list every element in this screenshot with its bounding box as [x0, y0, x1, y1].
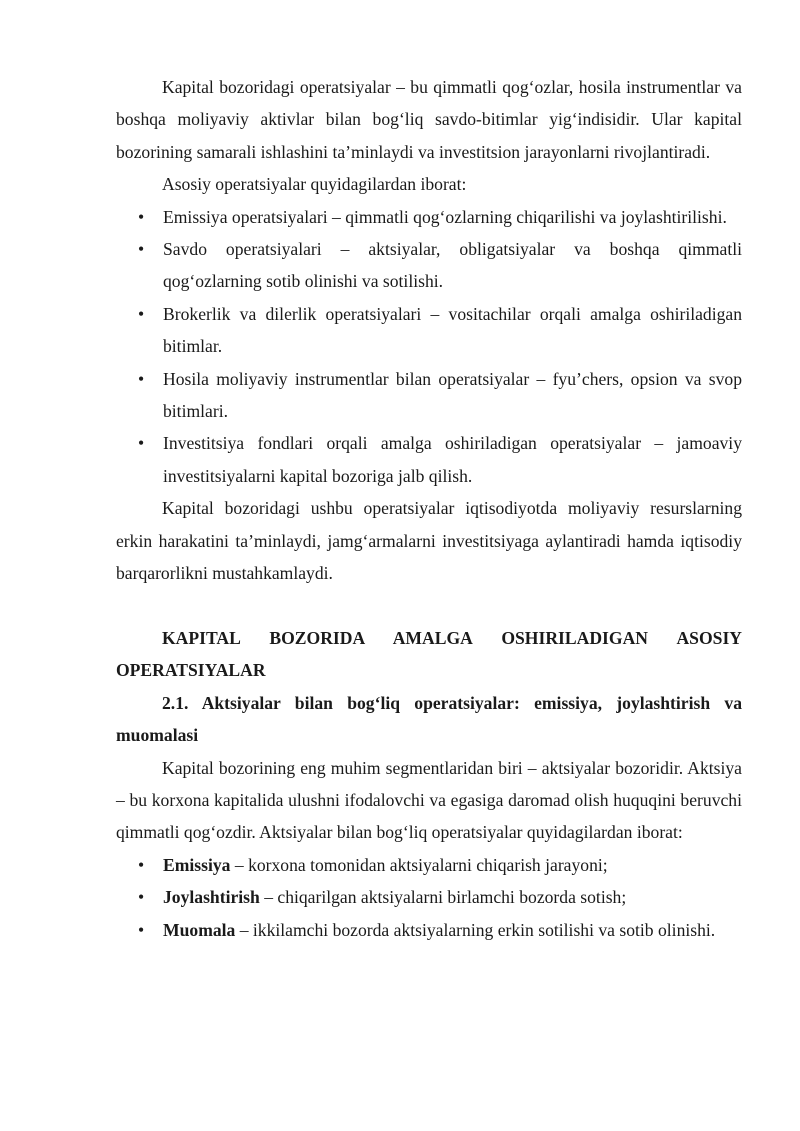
bullet-icon: • [138, 206, 145, 227]
list-item-text: Investitsiya fondlari orqali amalga oshiriladigan operatsiyalar – jamoaviy investitsiyalarni kapital bozoriga jalb qilish. [163, 433, 742, 486]
bullet-icon: • [138, 303, 145, 324]
list-item [116, 201, 742, 233]
list-item-text: Savdo operatsiyalari – aktsiyalar, obligatsiyalar va boshqa qimmatli qog‘ozlarning sotib olinishi va sotilishi. [163, 239, 742, 292]
intro-paragraph: Kapital bozoridagi operatsiyalar – bu qimmatli qog‘ozlar, hosila instrumentlar va boshqa moliyaviy aktivlar bilan bog‘liq savdo-bitimlar yig‘indisidir. Ular kapital bozorining samarali ishlashini ta’minlaydi va investitsion jarayonlarni rivojlantiradi. [116, 77, 742, 162]
list-item-term: Muomala [163, 919, 236, 940]
list-item [116, 914, 742, 946]
operations-list [116, 201, 742, 493]
stocks-paragraph: Kapital bozorining eng muhim segmentlaridan biri – aktsiyalar bozoridir. Aktsiya – bu korxona kapitalida ulushni ifodalovchi va egasiga daromad olish huquqini beruvchi qimmatli qog‘ozdir. Aktsiyalar bilan bog‘liq operatsiyalar quyidagilardan iborat: [116, 757, 742, 843]
list-item-text: Brokerlik va dilerlik operatsiyalari – vositachilar orqali amalga oshiriladigan bitimlar. [163, 303, 742, 357]
bullet-icon: • [138, 854, 145, 875]
intro-list-lead: Asosiy operatsiyalar quyidagilardan iborat: [162, 174, 467, 195]
list-item-text: Emissiya operatsiyalari – qimmatli qog‘ozlarning chiqarilishi va joylashtirilishi. [163, 206, 727, 227]
bullet-icon: • [138, 919, 145, 940]
list-item [116, 298, 742, 363]
document-page [116, 71, 742, 946]
bullet-icon: • [138, 887, 145, 908]
list-item [116, 849, 742, 881]
subsection-heading: 2.1. Aktsiyalar bilan bog‘liq operatsiyalar: emissiya, joylashtirish va muomalasi [116, 692, 742, 746]
bullet-icon: • [138, 433, 145, 454]
list-item-text: Hosila moliyaviy instrumentlar bilan operatsiyalar – fyu’chers, opsion va svop bitimlari. [163, 368, 742, 422]
list-item [116, 363, 742, 428]
list-item-text: – korxona tomonidan aktsiyalarni chiqarish jarayoni; [230, 854, 608, 875]
stock-operations-list [116, 849, 742, 946]
section-heading: KAPITAL BOZORIDA AMALGA OSHIRILADIGAN ASOSIY [162, 627, 742, 648]
list-item-text: – ikkilamchi bozorda aktsiyalarning erkin sotilishi va sotib olinishi. [235, 919, 716, 940]
list-item-term: Emissiya [163, 854, 231, 875]
section-spacer [116, 590, 742, 622]
section-heading-continued: OPERATSIYALAR [116, 660, 266, 681]
list-item [116, 881, 742, 913]
summary-paragraph: Kapital bozoridagi ushbu operatsiyalar iqtisodiyotda moliyaviy resurslarning erkin harakatini ta’minlaydi, jamg‘armalarni investitsiyaga aylantiradi hamda iqtisodiy barqarorlikni mustahkamlaydi. [116, 498, 742, 584]
list-item [116, 233, 742, 298]
bullet-icon: • [138, 368, 145, 389]
list-item [116, 427, 742, 492]
list-item-term: Joylashtirish [163, 887, 260, 908]
list-item-text: – chiqarilgan aktsiyalarni birlamchi bozorda sotish; [259, 887, 627, 908]
bullet-icon: • [138, 239, 145, 260]
